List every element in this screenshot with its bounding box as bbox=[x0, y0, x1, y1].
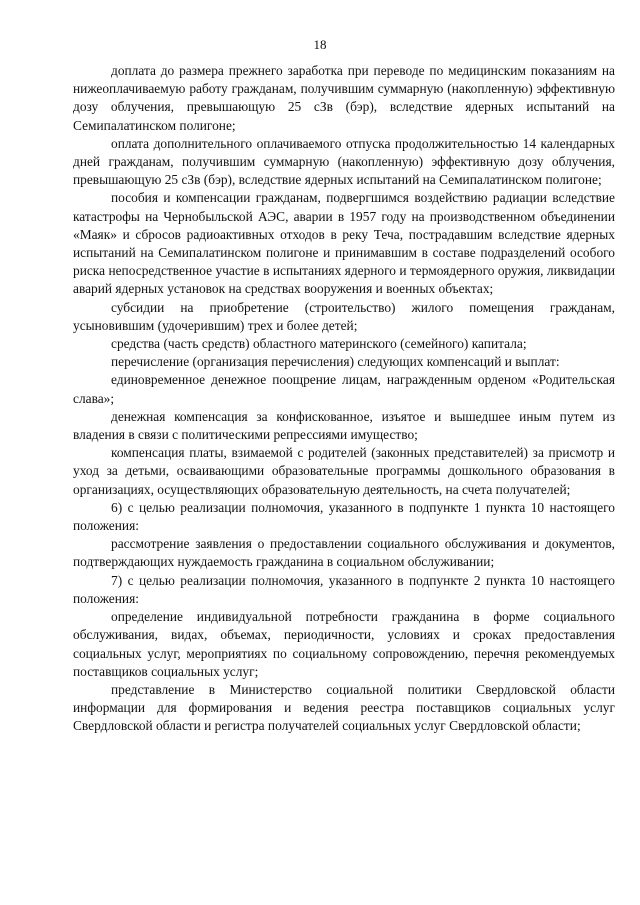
paragraph-housing-subsidies: субсидии на приобретение (строительство) жилого помещения гражданам, усыновившим (удочерившим) трех и более детей; bbox=[73, 299, 615, 333]
document-body bbox=[73, 62, 615, 736]
paragraph-item-7: 7) с целью реализации полномочия, указанного в подпункте 2 пункта 10 настоящего положения: bbox=[73, 572, 615, 606]
paragraph-repression-compensation: денежная компенсация за конфискованное, изъятое и вышедшее иным путем из владения в связи с политическими репрессиями имущество; bbox=[73, 408, 615, 443]
paragraph-maternity-capital: средства (часть средств) областного материнского (семейного) капитала; bbox=[111, 336, 527, 352]
paragraph-application-review: рассмотрение заявления о предоставлении социального обслуживания и документов, подтверждающих нуждаемость гражданина в социальном обслуживании; bbox=[73, 536, 615, 570]
paragraph-preschool-fee-compensation: компенсация платы, взимаемой с родителей (законных представителей) за присмотр и уход за детьми, осваивающими образовательные программы дошкольного образования в организациях, осуществляющих образовательную деятельность, на счета получателей; bbox=[73, 445, 615, 497]
paragraph-additional-leave: оплата дополнительного оплачиваемого отпуска продолжительностью 14 календарных дней гражданам, получившим суммарную (накопленную) эффективную дозу облучения, превышающую 25 сЗв (бэр), вследствие ядерных испытаний на Семипалатинском полигоне; bbox=[73, 135, 615, 188]
paragraph-needs-assessment: определение индивидуальной потребности гражданина в форме социального обслуживания, видах, объемах, периодичности, условиях и сроках предоставления социальных услуг, мероприятиях по социальному сопровождению, перечня рекомендуемых поставщиков социальных услуг; bbox=[73, 609, 615, 679]
page-number: 18 bbox=[313, 37, 327, 52]
paragraph-radiation-benefits: пособия и компенсации гражданам, подвергшимся воздействию радиации вследствие катастрофы на Чернобыльской АЭС, аварии в 1957 году на производственном объединении «Маяк» и сбросов радиоактивных отходов в реку Теча, пострадавшим вследствие ядерных испытаний на Семипалатинском полигоне и принимавшим в составе подразделений особого риска непосредственное участие в испытаниях ядерного и термоядерного оружия, ликвидации аварий ядерных установок на средствах вооружения и военных объектах; bbox=[73, 190, 615, 297]
paragraph-salary-supplement: доплата до размера прежнего заработка при переводе по медицинским показаниям на нижеоплачиваемую работу гражданам, получившим суммарную (накопленную) эффективную дозу облучения, превышающую 25 сЗв (бэр), вследствие ядерных испытаний на Семипалатинском полигоне; bbox=[73, 63, 615, 133]
paragraph-transfer-compensations: перечисление (организация перечисления) следующих компенсаций и выплат: bbox=[111, 354, 560, 370]
paragraph-registry-information: представление в Министерство социальной политики Свердловской области информации для формирования и ведения реестра поставщиков социальных услуг Свердловской области и регистра получателей социальных услуг Свердловской области; bbox=[73, 681, 615, 734]
paragraph-parental-glory-award: единовременное денежное поощрение лицам, награжденным орденом «Родительская слава»; bbox=[73, 372, 615, 406]
paragraph-item-6: 6) с целью реализации полномочия, указанного в подпункте 1 пункта 10 настоящего положения: bbox=[73, 499, 615, 534]
